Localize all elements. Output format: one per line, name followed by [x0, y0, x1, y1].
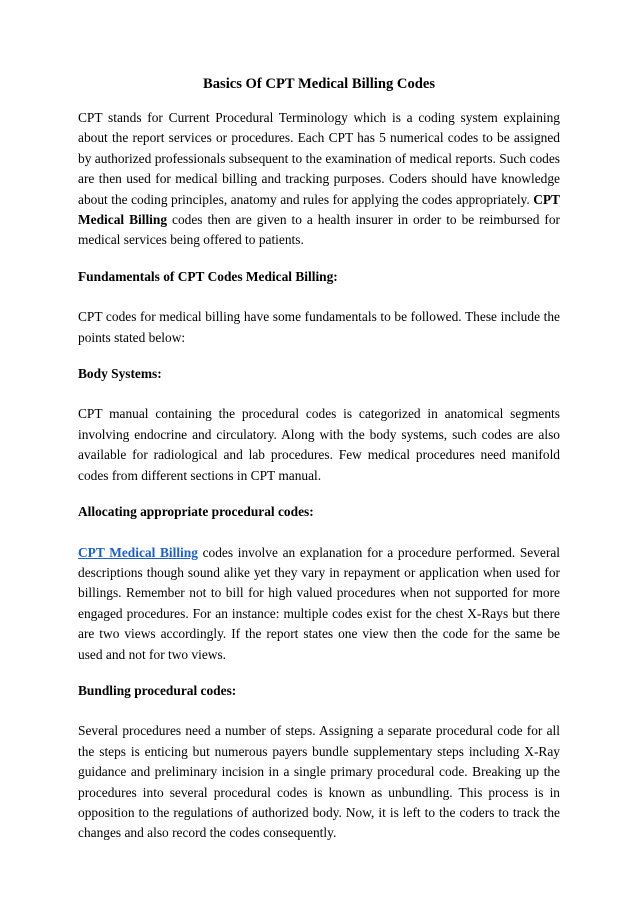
body-systems-paragraph: CPT manual containing the procedural codes is categorized in anatomical segments involving endocrine and circulatory. Along with the body systems, such codes are also available for radiological and lab procedures. Few medical procedures need manifold codes from different sections in CPT manual. — [78, 406, 560, 483]
intro-text-part2: codes then are given to a health insurer in order to be reimbursed for medical services being offered to patients. — [78, 212, 560, 248]
intro-paragraph — [78, 108, 560, 251]
allocating-heading: Allocating appropriate procedural codes: — [78, 504, 314, 520]
fundamentals-paragraph: CPT codes for medical billing have some fundamentals to be followed. These include the points stated below: — [78, 309, 560, 345]
intro-bold-term: CPT Medical Billing — [78, 191, 560, 228]
intro-text-part1: CPT stands for Current Procedural Terminology which is a coding system explaining about the report services or procedures. Each CPT has 5 numerical codes to be assigned by authorized professionals subsequent to the examination of medical reports. Such codes are then used for medical billing and tracking purposes. Coders should have knowledge about the coding principles, anatomy and rules for applying the codes appropriately. — [78, 110, 560, 207]
bundling-paragraph: Several procedures need a number of steps. Assigning a separate procedural code for all the steps is enticing but numerous payers bundle supplementary steps including X-Ray guidance and preliminary incision in a single primary procedural code. Breaking up the procedures into several procedural codes is known as unbundling. This process is in opposition to the regulations of authorized body. Now, it is left to the coders to track the changes and also record the codes consequently. — [78, 723, 560, 841]
fundamentals-heading: Fundamentals of CPT Codes Medical Billing: — [78, 268, 338, 284]
document-title: Basics Of CPT Medical Billing Codes — [202, 76, 436, 92]
allocating-text: codes involve an explanation for a procedure performed. Several descriptions though sound alike yet they vary in repayment or application when used for billings. Remember not to bill for high valued procedures when not supported for more engaged procedures. For an instance: multiple codes exist for the chest X-Rays but there are two views accordingly. If the report states one view then the code for the same be used and not for two views. — [78, 544, 560, 662]
body-systems-heading: Body Systems: — [78, 366, 162, 382]
allocating-paragraph — [78, 543, 560, 665]
bundling-heading: Bundling procedural codes: — [78, 682, 237, 698]
cpt-medical-billing-link[interactable]: CPT Medical Billing — [78, 544, 198, 560]
document-page — [78, 74, 560, 844]
